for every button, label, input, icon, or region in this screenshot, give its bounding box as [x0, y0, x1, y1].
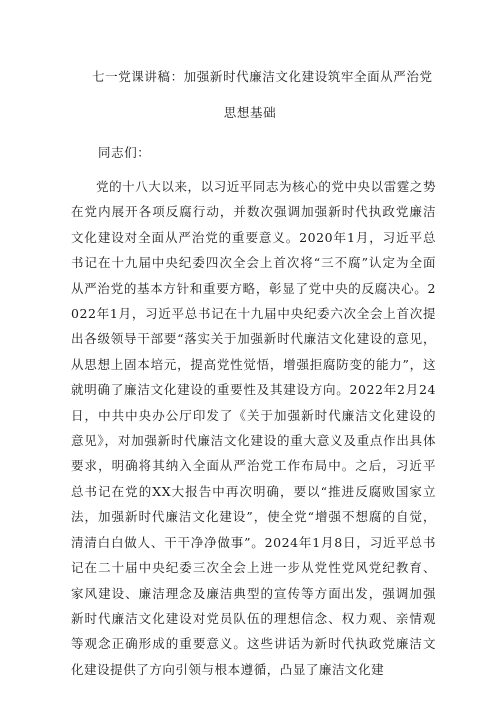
document-title-line-2: 思想基础 [223, 105, 277, 120]
salutation: 同志们： [98, 145, 151, 160]
body-paragraph: 党的十八大以来，以习近平同志为核心的党中央以雷霆之势在党内展开各项反腐行动，并数次强调加强新时代执政党廉洁文化建设对全面从严治党的重要意义。2020年1月，习近平总书记在十九届中央纪委四次全会上首次将“三不腐”认定为全面从严治党的基本方针和重要方略，彰显了党中央的反腐决心。2022年1月，习近平总书记在十九届中央纪委六次全会上首次提出各级领导干部要“落实关于加强新时代廉洁文化建设的意见，从思想上固本培元，提高党性觉悟，增强拒腐防变的能力”，这就明确了廉洁文化建设的重要性及其建设方向。2022年2月24日，中共中央办公厅印发了《关于加强新时代廉洁文化建设的意见》，对加强新时代廉洁文化建设的重大意义及重点作出具体要求，明确将其纳入全面从严治党工作布局中。之后，习近平总书记在党的XX大报告中再次明确，要以“推进反腐败国家立法，加强新时代廉洁文化建设”，使全党“增强不想腐的自觉，清清白白做人、干干净净做事”。2024年1月8日，习近平总书记在二十届中央纪委三次全会上进一步从党性党风党纪教育、家风建设、廉洁理念及廉洁典型的宣传等方面出发，强调加强新时代廉洁文化建设对党员队伍的理想信念、权力观、亲情观等观念正确形成的重要意义。这些讲话为新时代执政党廉洁文化建设提供了方向引领与根本遵循，凸显了廉洁文化建 [71, 179, 436, 677]
document-title-line-1: 七一党课讲稿：加强新时代廉洁文化建设筑牢全面从严治党 [92, 69, 433, 84]
